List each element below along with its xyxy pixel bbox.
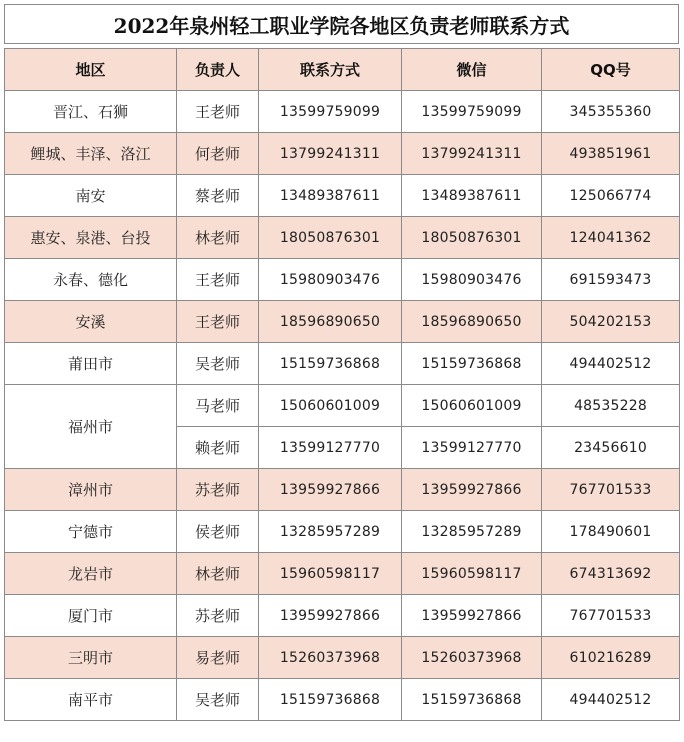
cell-region: 龙岩市 xyxy=(5,553,177,595)
cell-teacher: 侯老师 xyxy=(177,511,259,553)
cell-region: 漳州市 xyxy=(5,469,177,511)
table-row xyxy=(5,679,680,721)
cell-teacher: 王老师 xyxy=(177,301,259,343)
header-phone: 联系方式 xyxy=(259,49,402,91)
cell-phone: 18050876301 xyxy=(259,217,402,259)
cell-wechat: 15260373968 xyxy=(402,637,542,679)
table-row xyxy=(5,469,680,511)
table-row xyxy=(5,217,680,259)
cell-wechat: 18596890650 xyxy=(402,301,542,343)
cell-teacher: 苏老师 xyxy=(177,595,259,637)
cell-qq: 48535228 xyxy=(542,385,680,427)
cell-phone: 18596890650 xyxy=(259,301,402,343)
cell-phone: 13959927866 xyxy=(259,469,402,511)
cell-phone: 13599759099 xyxy=(259,91,402,133)
cell-qq: 494402512 xyxy=(542,343,680,385)
cell-qq: 178490601 xyxy=(542,511,680,553)
cell-phone: 13799241311 xyxy=(259,133,402,175)
table-row xyxy=(5,175,680,217)
cell-qq: 610216289 xyxy=(542,637,680,679)
cell-wechat: 15960598117 xyxy=(402,553,542,595)
cell-region: 厦门市 xyxy=(5,595,177,637)
header-region: 地区 xyxy=(5,49,177,91)
table-row xyxy=(5,343,680,385)
table-row xyxy=(5,637,680,679)
cell-teacher: 林老师 xyxy=(177,217,259,259)
sheet-title: 2022年泉州轻工职业学院各地区负责老师联系方式 xyxy=(4,4,679,44)
contact-table xyxy=(4,48,680,721)
cell-teacher: 吴老师 xyxy=(177,343,259,385)
cell-qq: 691593473 xyxy=(542,259,680,301)
cell-qq: 674313692 xyxy=(542,553,680,595)
table-row xyxy=(5,259,680,301)
cell-qq: 345355360 xyxy=(542,91,680,133)
cell-wechat: 18050876301 xyxy=(402,217,542,259)
cell-wechat: 13959927866 xyxy=(402,595,542,637)
table-row xyxy=(5,595,680,637)
cell-teacher: 林老师 xyxy=(177,553,259,595)
cell-wechat: 13285957289 xyxy=(402,511,542,553)
cell-region: 晋江、石狮 xyxy=(5,91,177,133)
table-row xyxy=(5,91,680,133)
cell-teacher: 何老师 xyxy=(177,133,259,175)
cell-wechat: 15159736868 xyxy=(402,679,542,721)
cell-region: 宁德市 xyxy=(5,511,177,553)
cell-phone: 15159736868 xyxy=(259,343,402,385)
cell-qq: 493851961 xyxy=(542,133,680,175)
table-row xyxy=(5,385,680,427)
cell-qq: 23456610 xyxy=(542,427,680,469)
cell-teacher: 苏老师 xyxy=(177,469,259,511)
cell-phone: 15159736868 xyxy=(259,679,402,721)
cell-wechat: 13599759099 xyxy=(402,91,542,133)
cell-wechat: 15980903476 xyxy=(402,259,542,301)
cell-phone: 13285957289 xyxy=(259,511,402,553)
cell-teacher: 王老师 xyxy=(177,91,259,133)
cell-wechat: 13489387611 xyxy=(402,175,542,217)
cell-teacher: 赖老师 xyxy=(177,427,259,469)
cell-region: 鲤城、丰泽、洛江 xyxy=(5,133,177,175)
cell-qq: 494402512 xyxy=(542,679,680,721)
header-qq: QQ号 xyxy=(542,49,680,91)
cell-phone: 15060601009 xyxy=(259,385,402,427)
header-teacher: 负责人 xyxy=(177,49,259,91)
table-row xyxy=(5,301,680,343)
cell-wechat: 15159736868 xyxy=(402,343,542,385)
cell-wechat: 13799241311 xyxy=(402,133,542,175)
cell-region: 惠安、泉港、台投 xyxy=(5,217,177,259)
header-row xyxy=(5,49,680,91)
cell-region: 永春、德化 xyxy=(5,259,177,301)
cell-phone: 15260373968 xyxy=(259,637,402,679)
cell-qq: 767701533 xyxy=(542,469,680,511)
cell-wechat: 13959927866 xyxy=(402,469,542,511)
cell-teacher: 吴老师 xyxy=(177,679,259,721)
table-row xyxy=(5,553,680,595)
cell-qq: 504202153 xyxy=(542,301,680,343)
cell-wechat: 13599127770 xyxy=(402,427,542,469)
table-row xyxy=(5,511,680,553)
cell-qq: 767701533 xyxy=(542,595,680,637)
cell-phone: 13959927866 xyxy=(259,595,402,637)
cell-region: 南安 xyxy=(5,175,177,217)
cell-teacher: 王老师 xyxy=(177,259,259,301)
cell-region: 莆田市 xyxy=(5,343,177,385)
cell-qq: 124041362 xyxy=(542,217,680,259)
cell-teacher: 蔡老师 xyxy=(177,175,259,217)
cell-phone: 13489387611 xyxy=(259,175,402,217)
cell-region: 南平市 xyxy=(5,679,177,721)
cell-phone: 15980903476 xyxy=(259,259,402,301)
cell-region: 三明市 xyxy=(5,637,177,679)
cell-qq: 125066774 xyxy=(542,175,680,217)
cell-wechat: 15060601009 xyxy=(402,385,542,427)
cell-teacher: 易老师 xyxy=(177,637,259,679)
cell-teacher: 马老师 xyxy=(177,385,259,427)
cell-phone: 13599127770 xyxy=(259,427,402,469)
cell-region: 安溪 xyxy=(5,301,177,343)
header-wechat: 微信 xyxy=(402,49,542,91)
table-row xyxy=(5,133,680,175)
cell-region: 福州市 xyxy=(5,385,177,469)
cell-phone: 15960598117 xyxy=(259,553,402,595)
